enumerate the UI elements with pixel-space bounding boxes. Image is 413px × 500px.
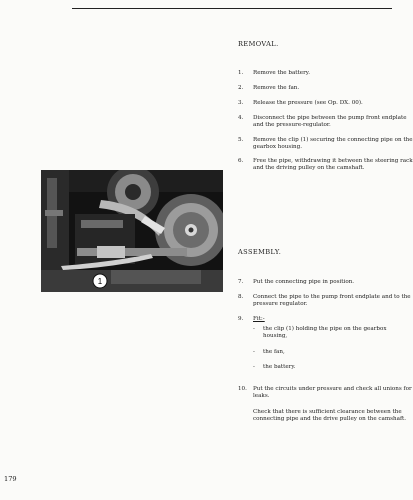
step-number: 10. [238,386,247,392]
step-number: 6. [238,158,244,164]
step-number: 5. [238,137,244,143]
step-number: 3. [238,100,244,106]
step-number: 2. [238,85,244,91]
clearance-note: Check that there is sufficient clearance between the connecting pipe and the drive pulley on the camshaft. [253,409,407,423]
step-number: 8. [238,294,244,300]
bullet-dash: - [253,349,255,355]
step-number: 4. [238,115,244,121]
step-text: Remove the battery. [253,70,310,76]
assembly-heading: ASSEMBLY. [238,248,282,256]
fit-item-text: the clip (1) holding the pipe on the gearbox housing, [263,326,387,340]
fit-item-text: the fan, [263,349,285,355]
step-text: Release the pressure (see Op. DX. 00). [253,100,363,106]
step-text: Put the circuits under pressure and check all unions for leaks. [253,386,412,400]
step-text: Put the connecting pipe in position. [253,279,355,285]
fit-item-text: the battery. [263,364,296,370]
engine-photo [41,170,223,292]
top-rule [72,8,392,9]
engine-photo-drawing [41,170,223,292]
step-number: 1. [238,70,244,76]
step-text: Free the pipe, withdrawing it between the steering rack and the driving pulley on the camshaft. [253,158,413,172]
bullet-dash: - [253,364,255,370]
bullet-dash: - [253,326,255,332]
step-number: 9. [238,316,244,322]
step-text: Connect the pipe to the pump front endplate and to the pressure regulator. [253,294,411,308]
step-text: Remove the fan. [253,85,300,91]
step-number: 7. [238,279,244,285]
page-number: 179 [4,475,17,483]
step-text: Disconnect the pipe between the pump front endplate and the pressure-regulator. [253,115,407,129]
removal-heading: REMOVAL. [238,40,279,48]
step-text: Remove the clip (1) securing the connecting pipe on the gearbox housing. [253,137,413,151]
step-text: Fit:- [253,316,265,322]
photo-callout-1: 1 [97,277,103,286]
